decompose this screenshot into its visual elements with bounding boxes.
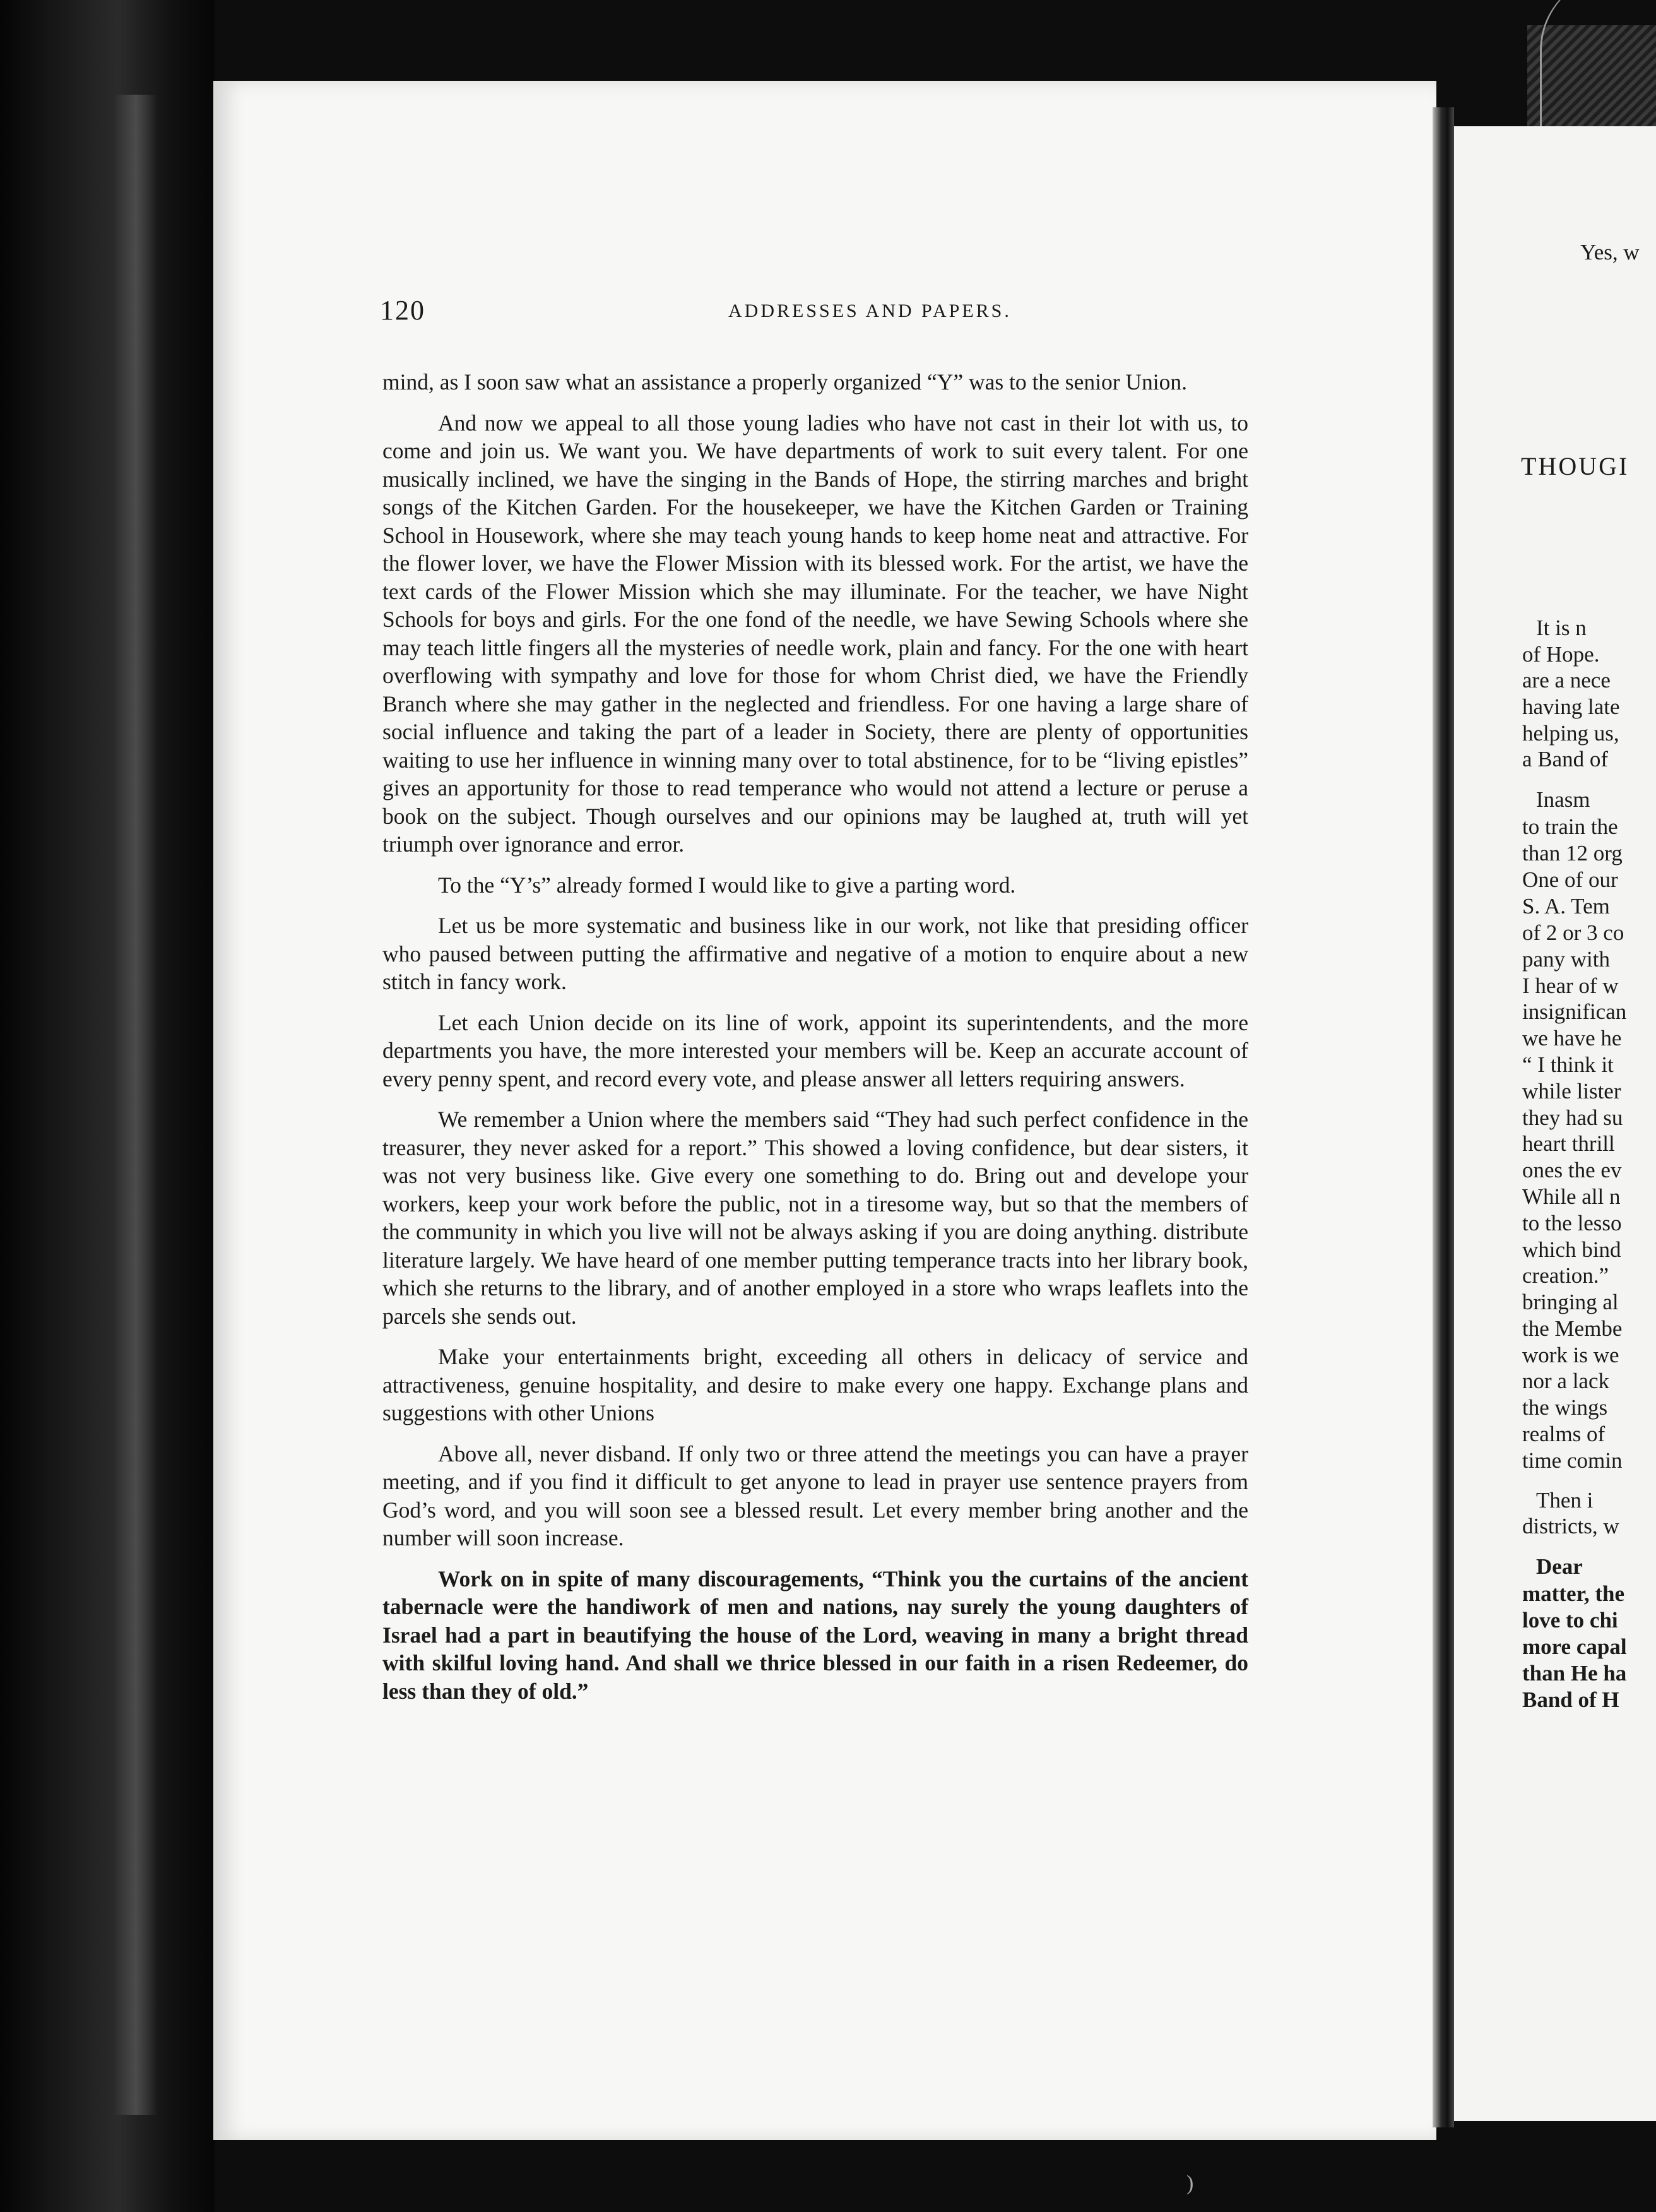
paragraph: Let us be more systematic and business like in our work, not like that presiding officer who paused between putting the affirmative and negative of a motion to enquire about a new stitch in fancy work. (382, 913, 1248, 994)
right-page-line: than He ha (1522, 1661, 1627, 1686)
right-page-line: while lister (1522, 1079, 1621, 1103)
paragraph: Work on in spite of many discouragements, “Think you the curtains of the ancient tabernacle were the handiwork of men and nations, nay surely the young daughters of Israel had a part in beautifying the house of the Lord, weaving in many a bright thread with skilful loving hand. And shall we thrice blessed in our faith in a risen Redeemer, do less than they of old.” (382, 1566, 1248, 1704)
book-page-left (213, 81, 1436, 2140)
right-page-line: having late (1522, 694, 1620, 719)
right-page-line: nor a lack (1522, 1369, 1609, 1393)
right-page-line: realms of (1522, 1422, 1606, 1446)
right-page-line: Dear (1536, 1554, 1583, 1579)
right-page-line: It is n (1536, 615, 1587, 640)
right-page-line: work is we (1522, 1343, 1619, 1367)
right-page-line: than 12 org (1522, 841, 1623, 865)
right-page-line: the wings (1522, 1395, 1608, 1420)
right-page-line: love to chi (1522, 1608, 1618, 1632)
right-page-line: creation.” (1522, 1263, 1609, 1288)
right-page-line: “ I think it (1522, 1052, 1614, 1077)
right-page-line: One of our (1522, 867, 1618, 892)
right-page-line: which bind (1522, 1237, 1621, 1262)
right-page-line: more capal (1522, 1634, 1627, 1659)
right-page-line: of 2 or 3 co (1522, 920, 1624, 945)
right-page-line: of Hope. (1522, 642, 1600, 667)
right-page-heading: THOUGI (1521, 452, 1629, 480)
right-page-line: Then i (1536, 1488, 1594, 1513)
page-body (382, 368, 1248, 1718)
right-page-line: ones the ev (1522, 1158, 1622, 1182)
paragraph: We remember a Union where the members said “They had such perfect confidence in the treasurer, they never asked for a report.” This showed a loving confidence, but dear sisters, it was not very business like. Give every one something to do. Bring out and develope your workers, keep your work before the public, not in a tiresome way, but so that the members of the community in which you live will not be always asking if you are doing anything. distribute literature largely. We have heard of one member putting temperance tracts into her library book, which she returns to the library, and of another employed in a store who wraps leaflets into the parcels she sends out. (382, 1107, 1248, 1329)
paragraph: And now we appeal to all those young ladies who have not cast in their lot with us, to come and join us. We want you. We have departments of work to suit every talent. For one musically inclined, we have the singing in the Bands of Hope, the stirring marches and bright songs of the Kitchen Garden. For the housekeeper, we have the Kitchen Garden or Training School in Housework, where she may teach young hands to keep home neat and attractive. For the flower lover, we have the Flower Mission with its blessed work. For the artist, we have the text cards of the Flower Mission which she may illuminate. For the teacher, we have Night Schools for boys and girls. For the one fond of the needle, we have Sewing Schools where she may teach little fingers all the mysteries of needle work, plain and fancy. For the one with heart overflowing with sympathy and love for those for whom Christ died, we have the Friendly Branch where she may gather in the neglected and friendless. For one having a large share of social influence and taking the part of a leader in Society, there are plenty of opportunities waiting to use her influence in winning many over to total abstinence, for to be “living epistles” gives an apportunity for those to read temperance who would not attend a lecture or peruse a book on the subject. Though ourselves and our opinions may be laughed at, truth will yet triumph over ignorance and error. (382, 410, 1248, 857)
right-page-line: Yes, w (1580, 240, 1640, 265)
right-page-line: the Membe (1522, 1316, 1623, 1341)
book-page-right (1454, 126, 1656, 2121)
page-curl (1540, 0, 1656, 126)
right-page-line: helping us, (1522, 721, 1619, 746)
binding-streak (114, 95, 158, 2115)
right-page-line: insignifican (1522, 999, 1627, 1024)
paragraph: mind, as I soon saw what an assistance a properly organized “Y” was to the senior Union. (382, 369, 1188, 395)
right-page-line: they had su (1522, 1105, 1623, 1130)
right-page-line: bringing al (1522, 1290, 1619, 1314)
right-page-line: matter, the (1522, 1581, 1624, 1606)
paragraph: Let each Union decide on its line of work, appoint its superintendents, and the more departments you have, the more interested your members will be. Keep an accurate account of every penny spent, and record every vote, and please answer all letters requiring answers. (382, 1009, 1248, 1091)
right-page-line: time comin (1522, 1448, 1623, 1473)
paragraph: Make your entertainments bright, exceeding all others in delicacy of service and attractiveness, genuine hospitality, and desire to make every one happy. Exchange plans and suggestions with other Unions (382, 1344, 1248, 1425)
paragraph: To the “Y’s” already formed I would like to give a parting word. (438, 872, 1016, 898)
right-page-line: districts, w (1522, 1514, 1619, 1538)
right-page-line: S. A. Tem (1522, 894, 1610, 919)
right-page-line: pany with (1522, 947, 1611, 972)
right-page-line: a Band of (1522, 747, 1609, 771)
binding-gutter (1433, 107, 1454, 2127)
running-head: ADDRESSES AND PAPERS. (728, 300, 1012, 321)
right-page-line: are a nece (1522, 668, 1611, 693)
right-page-line: we have he (1522, 1026, 1622, 1050)
film-mark: ) (1186, 2172, 1194, 2195)
binding-shadow-left (0, 0, 215, 2212)
paragraph: Above all, never disband. If only two or three attend the meetings you can have a prayer meeting, and if you find it difficult to get anyone to lead in prayer use sentence prayers from God’s word, and you will soon see a blessed result. Let every member bring another and the number will soon increase. (382, 1441, 1248, 1550)
right-page-line: Inasm (1536, 787, 1590, 812)
right-page-line: I hear of w (1522, 973, 1619, 998)
right-page-line: to the lesso (1522, 1211, 1622, 1235)
right-page-line: to train the (1522, 814, 1618, 839)
right-page-line: heart thrill (1522, 1131, 1615, 1156)
right-page-line: While all n (1522, 1184, 1621, 1209)
page-number: 120 (380, 295, 425, 326)
right-page-line: Band of H (1522, 1687, 1619, 1712)
